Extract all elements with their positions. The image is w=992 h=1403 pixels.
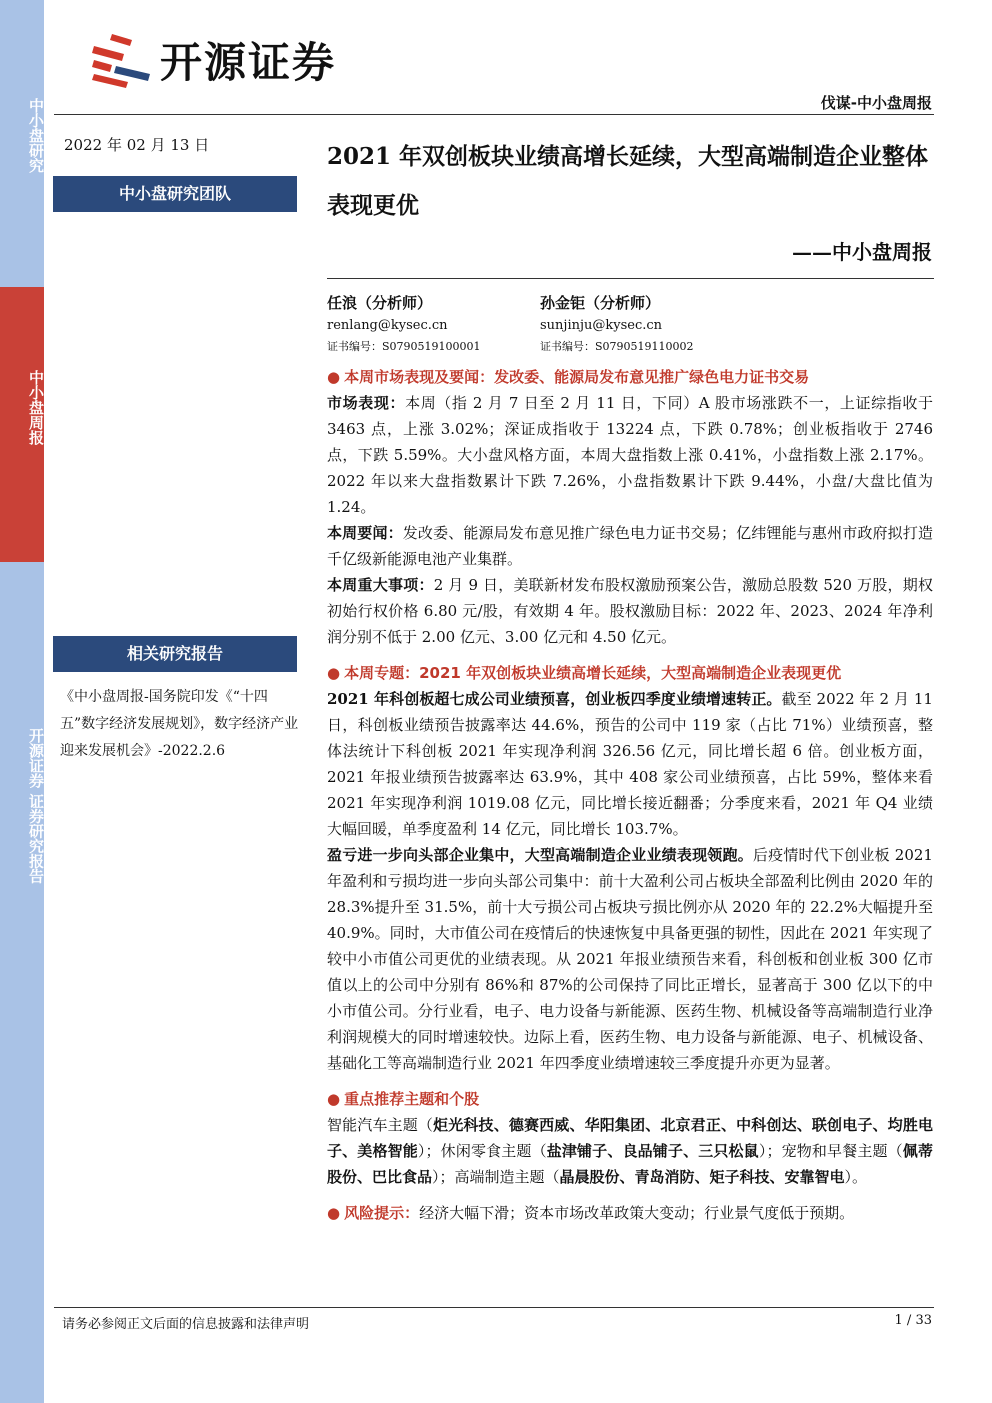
paragraph: 市场表现：本周（指 2 月 7 日至 2 月 11 日，下同）A 股市场涨跌不一，上证综指收于 3463 点，上涨 3.02%；深证成指收于 13224 点，下跌 0.78%；创业板指收于 2746 点，下跌 5.59%。大小盘风格方面，本周大盘指数上涨 0.41%，小盘指数上涨 2.17%。2022 年以来大盘指数累计下跌 7.26%，小盘指数累计下跌 9.44%，小盘/大盘比值为 1.24。 bbox=[327, 394, 933, 516]
header-divider bbox=[54, 114, 934, 115]
analyst-email[interactable]: renlang@kysec.cn bbox=[327, 318, 448, 333]
paragraph: 本周要闻：发改委、能源局发布意见推广绿色电力证书交易；亿纬锂能与惠州市政府拟打造千亿级新能源电池产业集群。 bbox=[327, 524, 933, 568]
analyst-cert: 证书编号：S0790519100001 bbox=[327, 340, 481, 353]
team-label: 中小盘研究团队 bbox=[53, 176, 297, 212]
analyst-card bbox=[327, 292, 481, 354]
analyst-card bbox=[540, 292, 694, 354]
section-heading: ● 风险提示：经济大幅下滑；资本市场改革政策大变动；行业景气度低于预期。 bbox=[327, 1204, 855, 1222]
company-logo bbox=[88, 30, 336, 90]
paragraph: 智能汽车主题（炬光科技、德赛西威、华阳集团、北京君正、中科创达、联创电子、均胜电子、美格智能）；休闲零食主题（盐津铺子、良品铺子、三只松鼠）；宠物和早餐主题（佩蒂股份、巴比食品）；高端制造主题（晶晨股份、青岛消防、矩子科技、安靠智电）。 bbox=[327, 1116, 933, 1186]
sidebar-stripe-bottom bbox=[0, 562, 44, 1403]
analyst-cert: 证书编号：S0790519110002 bbox=[540, 340, 694, 353]
sidebar-label-top: 中小盘研究 bbox=[27, 98, 45, 173]
bullet-icon: ● bbox=[327, 664, 341, 682]
bullet-icon: ● bbox=[327, 368, 341, 386]
paragraph: 本周重大事项：2 月 9 日，美联新材发布股权激励预案公告，激励总股数 520 万股，期权初始行权价格 6.80 元/股，有效期 4 年。股权激励目标：2022 年、2023、2024 年净利润分别不低于 2.00 亿元、3.00 亿元和 4.50 亿元。 bbox=[327, 576, 933, 646]
paragraph: 盈亏进一步向头部企业集中，大型高端制造企业业绩表现领跑。后疫情时代下创业板 2021 年盈利和亏损均进一步向头部公司集中：前十大盈利公司占板块全部盈利比例由 2020 年的 28.3%提升至 31.5%，前十大亏损公司占板块亏损比例亦从 2020 年的 22.2%大幅提升至 40.9%。同时，大市值公司在疫情后的快速恢复中具备更强的韧性，因此在 2021 年实现了较中小市值公司更优的业绩表现。从 2021 年报业绩预告来看，科创板和创业板 300 亿市值以上的公司中分别有 86%和 87%的公司保持了同比正增长，显著高于 300 亿以下的中小市值公司。分行业看，电子、电力设备与新能源、医药生物、机械设备等高端制造行业净利润规模大的同时增速较快。边际上看，医药生物、电力设备与新能源、电子、机械设备、基础化工等高端制造行业 2021 年四季度业绩增速较三季度提升亦更为显著。 bbox=[327, 846, 933, 1072]
section-heading: ● 重点推荐主题和个股 bbox=[327, 1090, 480, 1108]
title-divider bbox=[327, 278, 934, 279]
logo-mark-icon bbox=[88, 32, 154, 88]
sidebar-label-bottom: 开源证券 证券研究报告 bbox=[27, 728, 45, 884]
related-reports-heading: 相关研究报告 bbox=[53, 636, 297, 672]
logo-text: 开源证券 bbox=[160, 38, 337, 87]
report-subtitle: ——中小盘周报 bbox=[792, 240, 932, 264]
page-number: 1 / 33 bbox=[894, 1313, 932, 1328]
analyst-name: 孙金钜（分析师） bbox=[540, 294, 661, 312]
report-date: 2022 年 02 月 13 日 bbox=[64, 136, 210, 154]
bullet-icon: ● bbox=[327, 1090, 341, 1108]
section-heading: ● 本周专题：2021 年双创板块业绩高增长延续，大型高端制造企业表现更优 bbox=[327, 664, 842, 682]
footer-divider bbox=[54, 1307, 934, 1308]
section-heading: ● 本周市场表现及要闻：发改委、能源局发布意见推广绿色电力证书交易 bbox=[327, 368, 810, 386]
bullet-icon: ● bbox=[327, 1204, 341, 1222]
header-tag: 伐谋-中小盘周报 bbox=[820, 94, 932, 112]
related-report-item[interactable]: 《中小盘周报-国务院印发《“十四五”数字经济发展规划》，数字经济产业迎来发展机会》-2022.2.6 bbox=[60, 689, 299, 759]
footer-disclaimer: 请务必参阅正文后面的信息披露和法律声明 bbox=[62, 1317, 310, 1332]
report-body bbox=[327, 364, 933, 1226]
report-title: 2021 年双创板块业绩高增长延续，大型高端制造企业整体表现更优 bbox=[327, 143, 929, 219]
sidebar-label-mid: 中小盘周报 bbox=[27, 370, 45, 445]
analyst-name: 任浪（分析师） bbox=[327, 294, 433, 312]
analyst-email[interactable]: sunjinju@kysec.cn bbox=[540, 318, 663, 333]
paragraph: 2021 年科创板超七成公司业绩预喜，创业板四季度业绩增速转正。截至 2022 年 2 月 11 日，科创板业绩预告披露率达 44.6%，预告的公司中 119 家（占比 71%）业绩预喜，整体法统计下科创板 2021 年实现净利润 326.56 亿元，同比增长超 6 倍。创业板方面，2021 年报业绩预告披露率达 63.9%，其中 408 家公司业绩预喜，占比 59%，整体来看 2021 年实现净利润 1019.08 亿元，同比增长接近翻番；分季度来看，2021 年 Q4 业绩大幅回暖，单季度盈利 14 亿元，同比增长 103.7%。 bbox=[327, 690, 933, 838]
